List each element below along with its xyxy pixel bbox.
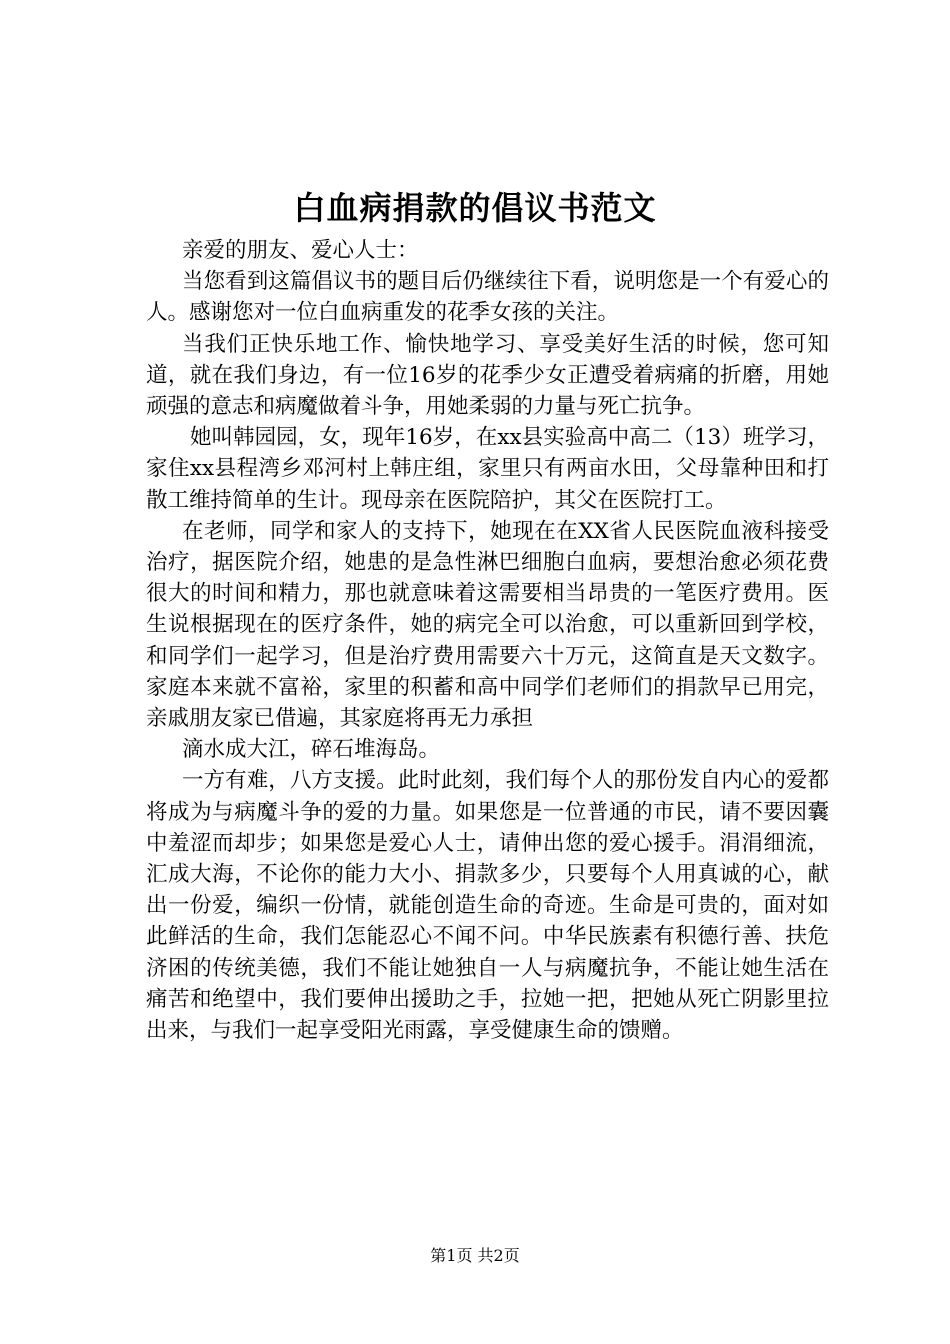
document-body	[146, 235, 829, 1046]
paragraph: 一方有难，八方支援。此时此刻，我们每个人的那份发自内心的爱都将成为与病魔斗争的爱的力量。如果您是一位普通的市民，请不要因囊中羞涩而却步；如果您是爱心人士，请伸出您的爱心援手。涓涓细流，汇成大海，不论你的能力大小、捐款多少，只要每个人用真诚的心，献出一份爱，编织一份情，就能创造生命的奇迹。生命是可贵的，面对如此鲜活的生命，我们怎能忍心不闻不问。中华民族素有积德行善、扶危济困的传统美德，我们不能让她独自一人与病魔抗争，不能让她生活在痛苦和绝望中，我们要伸出援助之手，拉她一把，把她从死亡阴影里拉出来，与我们一起享受阳光雨露，享受健康生命的馈赠。	[146, 768, 829, 1044]
page-number-footer: 第1页 共2页	[430, 1246, 520, 1265]
salutation: 亲爱的朋友、爱心人士：	[182, 238, 419, 263]
paragraph: 她叫韩园园，女，现年16岁，在xx县实验高中高二（13）班学习，家住xx县程湾乡邓河村上韩庄组，家里只有两亩水田，父母靠种田和打散工维持简单的生计。现母亲在医院陪护，其父在医院打工。	[146, 425, 829, 513]
paragraph: 当您看到这篇倡议书的题目后仍继续往下看，说明您是一个有爱心的人。感谢您对一位白血病重发的花季女孩的关注。	[146, 269, 829, 326]
paragraph: 当我们正快乐地工作、愉快地学习、享受美好生活的时候，您可知道，就在我们身边，有一位16岁的花季少女正遭受着病痛的折磨，用她顽强的意志和病魔做着斗争，用她柔弱的力量与死亡抗争。	[146, 331, 829, 420]
paragraph: 滴水成大江，碎石堆海岛。	[182, 737, 441, 763]
paragraph: 在老师，同学和家人的支持下，她现在在XX省人民医院血液科接受治疗，据医院介绍，她患的是急性淋巴细胞白血病，要想治愈必须花费很大的时间和精力，那也就意味着这需要相当昂贵的一笔医疗费用。医生说根据现在的医疗条件，她的病完全可以治愈，可以重新回到学校，和同学们一起学习，但是治疗费用需要六十万元，这简直是天文数字。家庭本来就不富裕，家里的积蓄和高中同学们老师们的捐款早已用完，亲戚朋友家已借遍，其家庭将再无力承担	[146, 518, 829, 732]
document-title: 白血病捐款的倡议书范文	[293, 189, 657, 227]
